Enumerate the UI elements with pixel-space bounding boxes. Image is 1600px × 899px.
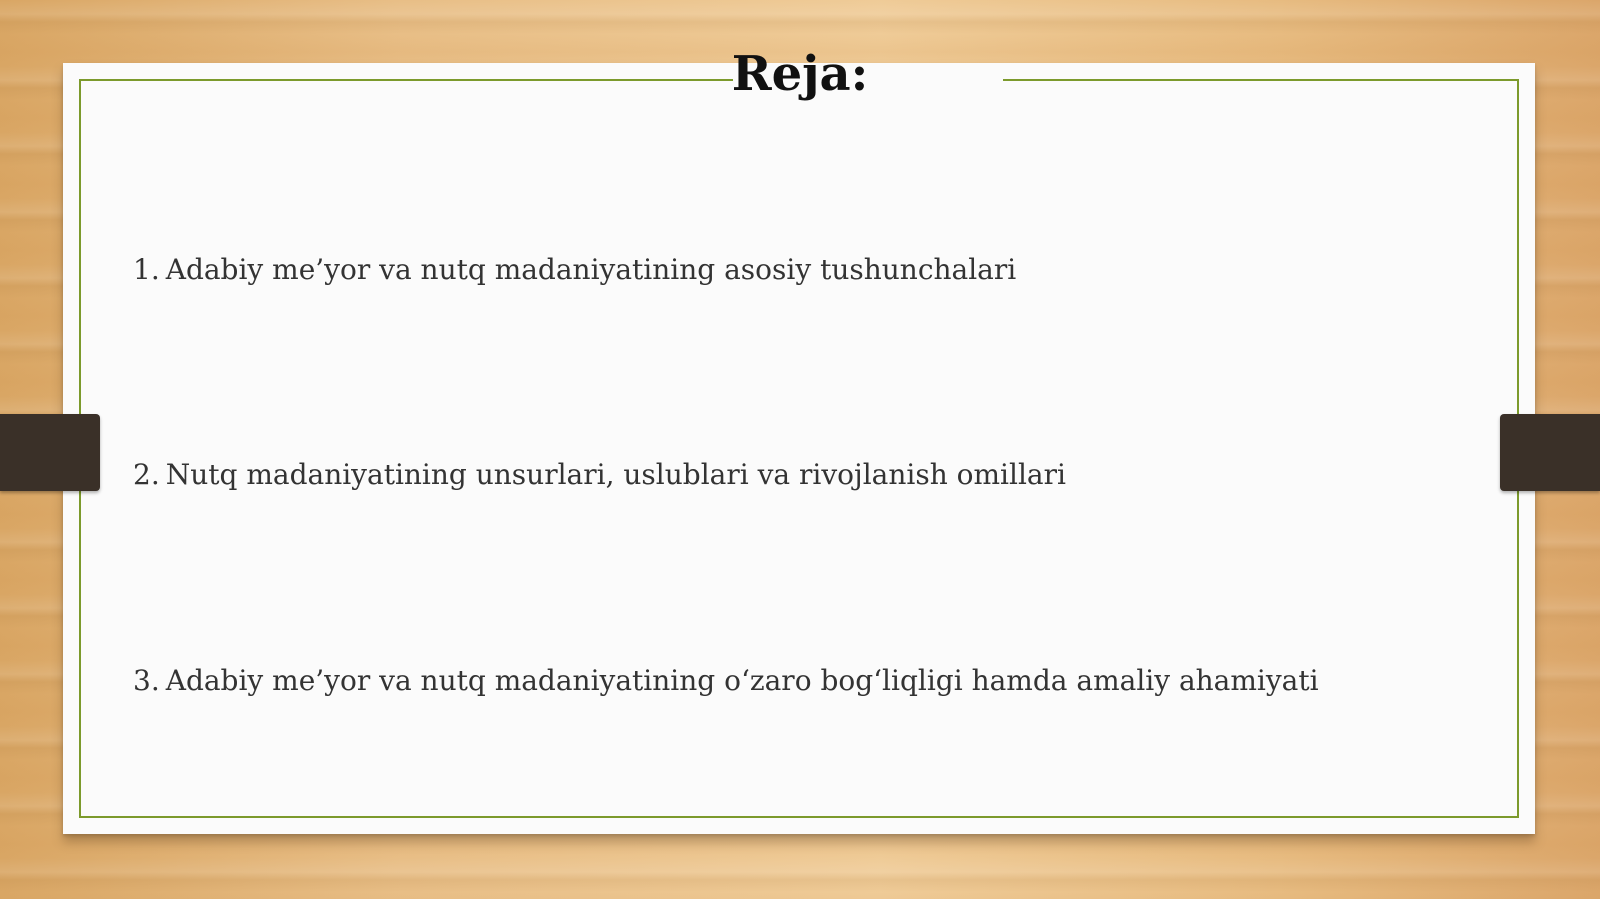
agenda-item	[133, 250, 1016, 290]
slide-title: Reja:	[731, 46, 869, 102]
agenda-item-text: Nutq madaniyatining unsurlari, uslublari va rivojlanish omillari	[165, 458, 1066, 491]
agenda-item-text: Adabiy me’yor va nutq madaniyatining asosiy tushunchalari	[165, 253, 1017, 286]
left-binder-clip	[0, 414, 100, 491]
agenda-item-number: 2.	[133, 458, 160, 491]
slide-card	[63, 63, 1535, 834]
slide-inner-border	[79, 79, 1519, 818]
agenda-item-number: 1.	[133, 253, 160, 286]
agenda-item-text: Adabiy me’yor va nutq madaniyatining o‘zaro bog‘liqligi hamda amaliy ahamiyati	[165, 664, 1319, 697]
agenda-item	[133, 455, 1066, 495]
agenda-item	[133, 661, 1319, 701]
agenda-item-number: 3.	[133, 664, 160, 697]
right-binder-clip	[1500, 414, 1600, 491]
